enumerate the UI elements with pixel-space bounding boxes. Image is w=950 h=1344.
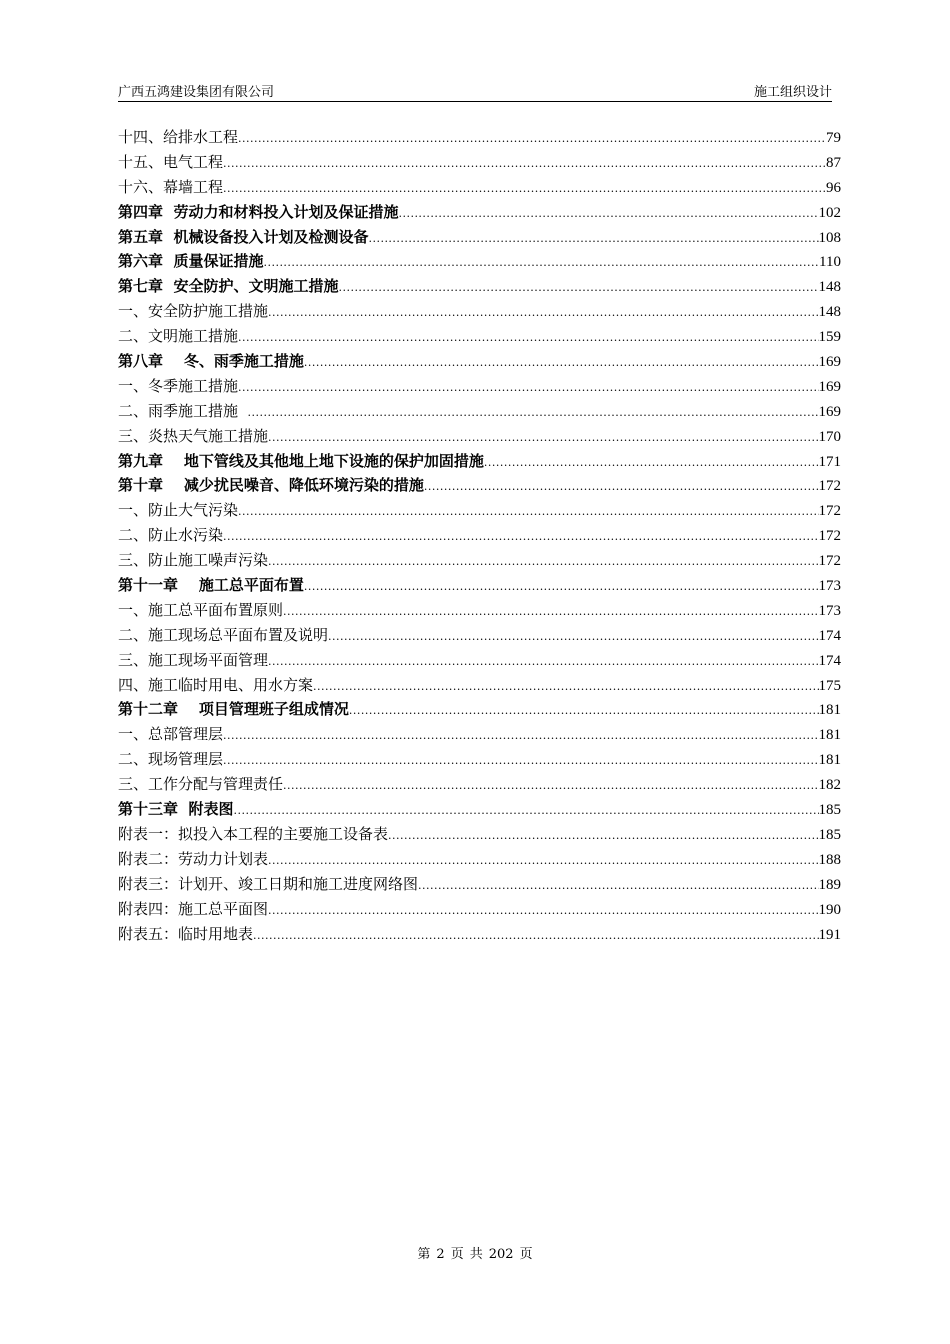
toc-section-entry[interactable] xyxy=(118,847,841,872)
toc-entry-title: 三、施工现场平面管理 xyxy=(118,650,269,669)
toc-entry-title: 一、施工总平面布置原则 xyxy=(118,600,284,619)
toc-dot-leader xyxy=(253,924,818,947)
toc-entry-page-number: 172 xyxy=(818,528,841,545)
toc-section-entry[interactable] xyxy=(118,399,841,424)
toc-entry-title: 二、施工现场总平面布置及说明 xyxy=(118,625,329,644)
footer-total-word: 共 xyxy=(469,1247,483,1262)
toc-section-entry[interactable] xyxy=(118,598,841,623)
toc-entry-page-number: 169 xyxy=(818,378,841,395)
toc-entry-title: 二、雨季施工措施 xyxy=(118,401,248,420)
toc-dot-leader xyxy=(263,251,819,274)
toc-entry-title: 第十一章 施工总平面布置 xyxy=(118,576,304,595)
toc-entry-title: 十六、幕墙工程 xyxy=(118,177,224,196)
toc-chapter-entry[interactable] xyxy=(118,349,841,374)
toc-section-entry[interactable] xyxy=(118,374,841,399)
toc-dot-leader xyxy=(268,550,818,573)
toc-entry-title: 附表三：计划开、竣工日期和施工进度网络图 xyxy=(118,874,419,893)
toc-dot-leader xyxy=(398,202,818,225)
toc-entry-page-number: 173 xyxy=(818,578,841,595)
toc-entry-page-number: 159 xyxy=(818,329,841,346)
toc-chapter-entry[interactable] xyxy=(118,573,841,598)
toc-dot-leader xyxy=(223,152,826,175)
toc-entry-page-number: 189 xyxy=(818,876,841,893)
footer-suffix: 页 xyxy=(519,1247,533,1262)
toc-entry-page-number: 181 xyxy=(818,702,841,719)
toc-chapter-entry[interactable] xyxy=(118,200,841,225)
company-name: 广西五鸿建设集团有限公司 xyxy=(118,85,275,100)
toc-entry-page-number: 102 xyxy=(818,204,841,221)
toc-chapter-entry[interactable] xyxy=(118,225,841,250)
toc-dot-leader xyxy=(223,177,826,200)
toc-entry-title: 附表四：施工总平面图 xyxy=(118,899,269,918)
toc-entry-title: 一、防止大气污染 xyxy=(118,501,239,520)
toc-dot-leader xyxy=(268,426,818,449)
toc-dot-leader xyxy=(484,451,819,474)
toc-section-entry[interactable] xyxy=(118,722,841,747)
toc-section-entry[interactable] xyxy=(118,548,841,573)
toc-entry-page-number: 174 xyxy=(818,627,841,644)
toc-entry-page-number: 172 xyxy=(818,503,841,520)
toc-section-entry[interactable] xyxy=(118,897,841,922)
toc-dot-leader xyxy=(304,351,819,374)
toc-entry-title: 第四章 劳动力和材料投入计划及保证措施 xyxy=(118,202,399,221)
table-of-contents xyxy=(118,125,841,946)
toc-dot-leader xyxy=(238,127,826,150)
toc-entry-page-number: 190 xyxy=(818,901,841,918)
toc-section-entry[interactable] xyxy=(118,673,841,698)
toc-section-entry[interactable] xyxy=(118,125,841,150)
toc-dot-leader xyxy=(388,824,818,847)
toc-section-entry[interactable] xyxy=(118,498,841,523)
toc-entry-title: 三、工作分配与管理责任 xyxy=(118,775,284,794)
toc-entry-page-number: 174 xyxy=(818,652,841,669)
footer-page-word: 页 xyxy=(450,1247,464,1262)
toc-chapter-entry[interactable] xyxy=(118,249,841,274)
toc-entry-title: 附表一：拟投入本工程的主要施工设备表 xyxy=(118,824,389,843)
toc-section-entry[interactable] xyxy=(118,648,841,673)
toc-section-entry[interactable] xyxy=(118,922,841,947)
toc-chapter-entry[interactable] xyxy=(118,797,841,822)
toc-entry-page-number: 172 xyxy=(818,478,841,495)
toc-entry-title: 第十章 减少扰民噪音、降低环境污染的措施 xyxy=(118,476,424,495)
toc-dot-leader xyxy=(268,899,818,922)
toc-entry-page-number: 169 xyxy=(818,354,841,371)
toc-entry-page-number: 171 xyxy=(818,453,841,470)
toc-entry-title: 二、现场管理层 xyxy=(118,750,224,769)
toc-section-entry[interactable] xyxy=(118,324,841,349)
toc-entry-title: 附表二：劳动力计划表 xyxy=(118,849,269,868)
toc-dot-leader xyxy=(268,301,818,324)
toc-dot-leader xyxy=(233,799,818,822)
toc-entry-page-number: 148 xyxy=(818,304,841,321)
toc-entry-title: 一、冬季施工措施 xyxy=(118,376,239,395)
toc-entry-page-number: 191 xyxy=(818,926,841,943)
toc-section-entry[interactable] xyxy=(118,872,841,897)
toc-entry-title: 第十三章 附表图 xyxy=(118,800,234,819)
toc-entry-title: 附表五：临时用地表 xyxy=(118,924,254,943)
toc-entry-page-number: 182 xyxy=(818,777,841,794)
toc-entry-page-number: 188 xyxy=(818,851,841,868)
toc-dot-leader xyxy=(238,376,818,399)
toc-entry-title: 二、防止水污染 xyxy=(118,526,224,545)
footer-current-page: 2 xyxy=(436,1247,445,1262)
toc-dot-leader xyxy=(368,227,818,250)
toc-chapter-entry[interactable] xyxy=(118,449,841,474)
toc-chapter-entry[interactable] xyxy=(118,274,841,299)
toc-entry-title: 二、文明施工措施 xyxy=(118,327,239,346)
toc-entry-title: 第八章 冬、雨季施工措施 xyxy=(118,352,304,371)
toc-section-entry[interactable] xyxy=(118,299,841,324)
toc-dot-leader xyxy=(223,749,818,772)
toc-dot-leader xyxy=(268,650,818,673)
document-title: 施工组织设计 xyxy=(753,85,832,100)
toc-entry-page-number: 87 xyxy=(826,154,841,171)
toc-dot-leader xyxy=(238,326,818,349)
toc-entry-title: 第十二章 项目管理班子组成情况 xyxy=(118,700,349,719)
toc-entry-title: 四、施工临时用电、用水方案 xyxy=(118,675,314,694)
toc-entry-page-number: 185 xyxy=(818,802,841,819)
toc-dot-leader xyxy=(304,575,819,598)
toc-section-entry[interactable] xyxy=(118,747,841,772)
toc-entry-page-number: 173 xyxy=(818,602,841,619)
toc-dot-leader xyxy=(248,401,819,424)
toc-entry-title: 第六章 质量保证措施 xyxy=(118,252,264,271)
toc-entry-page-number: 181 xyxy=(818,727,841,744)
toc-entry-title: 第五章 机械设备投入计划及检测设备 xyxy=(118,227,369,246)
toc-dot-leader xyxy=(313,675,818,698)
toc-entry-page-number: 169 xyxy=(818,403,841,420)
toc-section-entry[interactable] xyxy=(118,175,841,200)
toc-dot-leader xyxy=(424,475,819,498)
toc-entry-title: 一、安全防护施工措施 xyxy=(118,302,269,321)
toc-section-entry[interactable] xyxy=(118,772,841,797)
toc-dot-leader xyxy=(328,625,818,648)
toc-dot-leader xyxy=(349,699,819,722)
page-header xyxy=(118,85,832,102)
toc-section-entry[interactable] xyxy=(118,822,841,847)
toc-dot-leader xyxy=(223,525,818,548)
toc-entry-title: 第九章 地下管线及其他地上地下设施的保护加固措施 xyxy=(118,451,484,470)
toc-dot-leader xyxy=(238,500,818,523)
toc-entry-page-number: 185 xyxy=(818,826,841,843)
toc-entry-page-number: 175 xyxy=(818,677,841,694)
toc-entry-page-number: 108 xyxy=(818,229,841,246)
toc-dot-leader xyxy=(338,276,818,299)
toc-entry-page-number: 96 xyxy=(826,179,841,196)
toc-entry-page-number: 170 xyxy=(818,428,841,445)
toc-section-entry[interactable] xyxy=(118,150,841,175)
toc-entry-page-number: 181 xyxy=(818,752,841,769)
toc-section-entry[interactable] xyxy=(118,623,841,648)
toc-entry-title: 三、防止施工噪声污染 xyxy=(118,551,269,570)
toc-entry-title: 十四、给排水工程 xyxy=(118,128,239,146)
toc-dot-leader xyxy=(418,874,818,897)
toc-chapter-entry[interactable] xyxy=(118,473,841,498)
footer-total-pages: 202 xyxy=(488,1247,514,1262)
toc-entry-page-number: 79 xyxy=(826,130,841,146)
toc-entry-page-number: 110 xyxy=(819,254,841,271)
toc-entry-title: 一、总部管理层 xyxy=(118,725,224,744)
toc-dot-leader xyxy=(223,724,818,747)
toc-dot-leader xyxy=(283,600,818,623)
toc-entry-page-number: 172 xyxy=(818,553,841,570)
toc-section-entry[interactable] xyxy=(118,523,841,548)
page-footer xyxy=(0,1247,950,1263)
toc-entry-title: 第七章 安全防护、文明施工措施 xyxy=(118,277,339,296)
toc-entry-title: 十五、电气工程 xyxy=(118,152,224,171)
toc-entry-title: 三、炎热天气施工措施 xyxy=(118,426,269,445)
toc-dot-leader xyxy=(268,849,818,872)
toc-chapter-entry[interactable] xyxy=(118,697,841,722)
footer-prefix: 第 xyxy=(417,1247,431,1262)
toc-section-entry[interactable] xyxy=(118,424,841,449)
toc-entry-page-number: 148 xyxy=(818,279,841,296)
toc-dot-leader xyxy=(283,774,818,797)
